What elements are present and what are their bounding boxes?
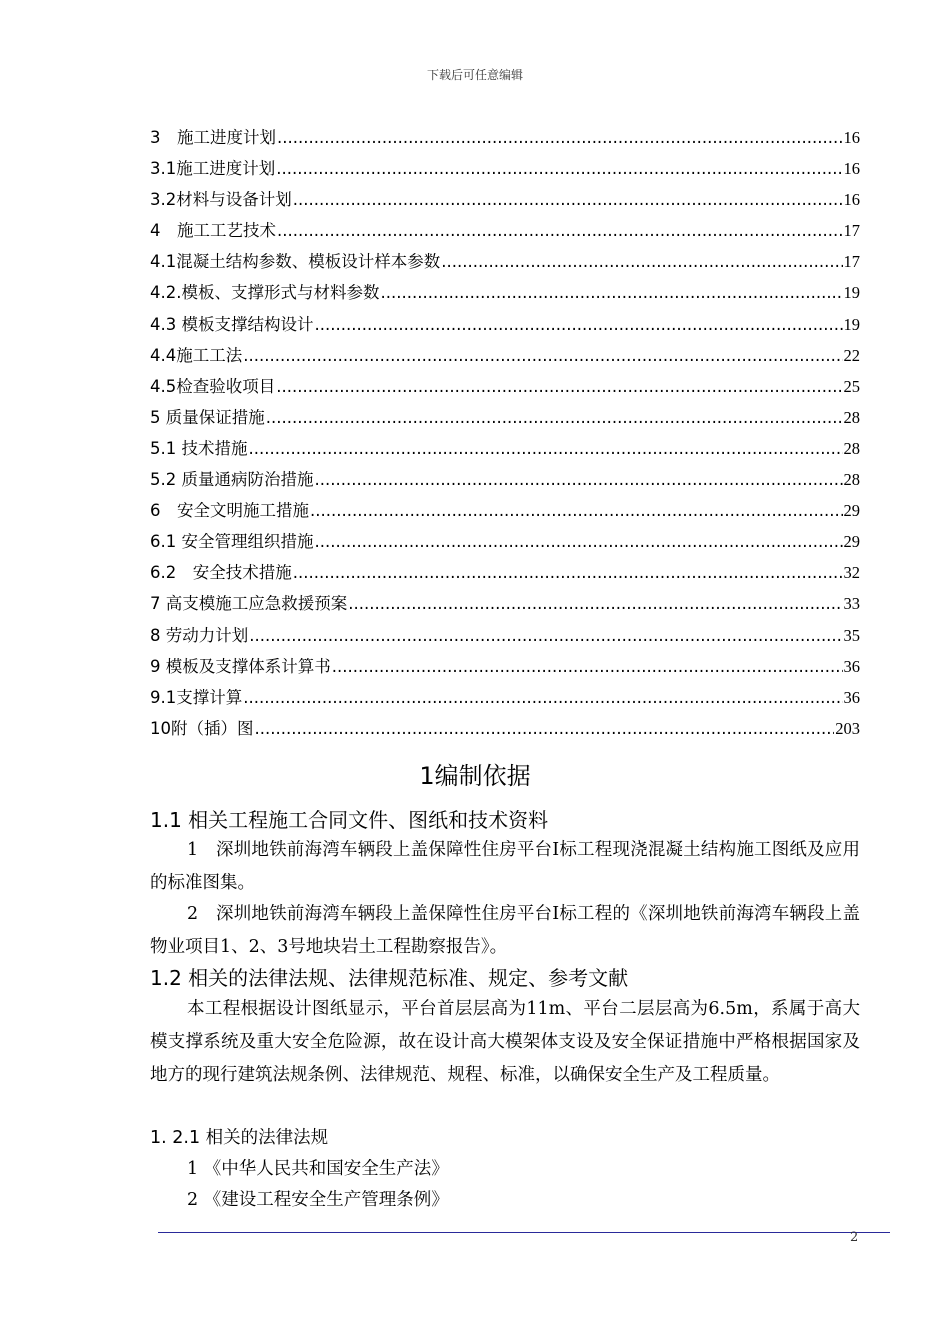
toc-entry-label: 6.1 安全管理组织措施 — [150, 532, 314, 552]
toc-entry-page: 19 — [843, 283, 860, 303]
toc-entry-label: 4.2.模板、支撑形式与材料参数 — [150, 283, 380, 303]
toc-entry[interactable] — [150, 684, 860, 715]
toc-entry-page: 16 — [843, 190, 860, 210]
page-number: 2 — [850, 1230, 859, 1245]
toc-dot-leader — [315, 470, 843, 489]
toc-entry-page: 17 — [843, 252, 860, 272]
toc-entry-page: 16 — [843, 159, 860, 179]
toc-entry-label: 4 施工工艺技术 — [150, 221, 276, 241]
toc-entry-label: 6 安全文明施工措施 — [150, 501, 309, 521]
toc-entry-label: 4.1混凝土结构参数、模板设计样本参数 — [150, 252, 441, 272]
toc-dot-leader — [293, 190, 843, 209]
toc-entry-page: 36 — [843, 687, 860, 707]
toc-entry[interactable] — [150, 311, 860, 342]
toc-dot-leader — [310, 501, 843, 520]
toc-entry[interactable] — [150, 124, 860, 155]
toc-dot-leader — [276, 159, 842, 178]
paragraph-1-1-item-1: 1 深圳地铁前海湾车辆段上盖保障性住房平台Ⅰ标工程现浇混凝土结构施工图纸及应用的标准图集。 — [150, 840, 860, 893]
footer-divider — [158, 1232, 890, 1233]
law-item-2: 2 《建设工程安全生产管理条例》 — [187, 1190, 449, 1210]
toc-dot-leader — [315, 315, 843, 334]
toc-entry[interactable] — [150, 186, 860, 217]
toc-dot-leader — [243, 346, 842, 365]
toc-entry-page: 203 — [835, 718, 860, 738]
toc-entry[interactable] — [150, 404, 860, 435]
toc-entry[interactable] — [150, 590, 860, 621]
toc-entry-label: 4.3 模板支撑结构设计 — [150, 314, 314, 334]
toc-dot-leader — [249, 439, 843, 458]
toc-dot-leader — [276, 377, 842, 396]
law-item-1: 1 《中华人民共和国安全生产法》 — [187, 1159, 449, 1179]
toc-entry-label: 4.5检查验收项目 — [150, 376, 276, 396]
toc-entry[interactable] — [150, 497, 860, 528]
toc-entry-label: 8 劳动力计划 — [150, 625, 249, 645]
subsection-title-1-1: 1.1 相关工程施工合同文件、图纸和技术资料 — [150, 808, 549, 832]
toc-entry-label: 5 质量保证措施 — [150, 407, 265, 427]
toc-entry-page: 36 — [843, 656, 860, 676]
toc-entry-page: 32 — [843, 563, 860, 583]
toc-entry-page: 17 — [843, 221, 860, 241]
paragraph-1-2: 本工程根据设计图纸显示，平台首层层高为11m、平台二层层高为6.5m，系属于高大模支撑系统及重大安全危险源，故在设计高大模架体支设及安全保证措施中严格根据国家及地方的现行建筑法规条例、法律规范、规程、标准，以确保安全生产及工程质量。 — [150, 999, 860, 1085]
toc-entry-label: 6.2 安全技术措施 — [150, 563, 292, 583]
toc-entry[interactable] — [150, 217, 860, 248]
toc-entry-page: 28 — [843, 470, 860, 490]
toc-entry[interactable] — [150, 435, 860, 466]
toc-entry-label: 10附（插）图 — [150, 718, 254, 738]
toc-dot-leader — [332, 657, 843, 676]
toc-entry-page: 19 — [843, 314, 860, 334]
toc-entry-page: 22 — [843, 345, 860, 365]
toc-entry-label: 3 施工进度计划 — [150, 128, 276, 147]
toc-entry-page: 28 — [843, 438, 860, 458]
subsection-title-1-2: 1.2 相关的法律法规、法律规范标准、规定、参考文献 — [150, 966, 629, 990]
toc-dot-leader — [255, 719, 835, 738]
toc-dot-leader — [277, 128, 843, 147]
section-title: 1编制依据 — [419, 762, 531, 790]
toc-entry-page: 35 — [843, 625, 860, 645]
toc-entry[interactable] — [150, 373, 860, 404]
toc-entry-label: 9.1支撑计算 — [150, 687, 243, 707]
toc-dot-leader — [441, 252, 842, 271]
toc-entry-label: 9 模板及支撑体系计算书 — [150, 656, 331, 676]
toc-entry-page: 28 — [843, 407, 860, 427]
toc-entry[interactable] — [150, 342, 860, 373]
toc-dot-leader — [266, 408, 843, 427]
toc-entry-label: 3.2材料与设备计划 — [150, 190, 292, 210]
toc-entry-page: 29 — [843, 532, 860, 552]
toc-entry[interactable] — [150, 279, 860, 310]
toc-entry[interactable] — [150, 559, 860, 590]
toc-entry-page: 29 — [843, 501, 860, 521]
toc-entry-label: 4.4施工工法 — [150, 345, 243, 365]
toc-entry[interactable] — [150, 622, 860, 653]
toc-entry[interactable] — [150, 528, 860, 559]
toc-entry-label: 5.1 技术措施 — [150, 438, 248, 458]
toc-entry[interactable] — [150, 248, 860, 279]
toc-entry[interactable] — [150, 715, 860, 746]
toc-entry[interactable] — [150, 155, 860, 186]
toc-dot-leader — [277, 221, 843, 240]
toc-dot-leader — [293, 563, 843, 582]
toc-entry-page: 25 — [843, 376, 860, 396]
toc-dot-leader — [348, 594, 842, 613]
toc-dot-leader — [243, 688, 842, 707]
subsection-title-1-2-1: 1. 2.1 相关的法律法规 — [150, 1128, 329, 1148]
toc-entry-label: 3.1施工进度计划 — [150, 159, 276, 179]
toc-dot-leader — [315, 532, 843, 551]
toc-entry[interactable] — [150, 653, 860, 684]
toc-dot-leader — [249, 626, 842, 645]
page-header: 下载后可任意编辑 — [426, 68, 523, 82]
toc-dot-leader — [381, 283, 843, 302]
toc-entry-label: 5.2 质量通病防治措施 — [150, 470, 314, 490]
table-of-contents — [150, 124, 860, 746]
toc-entry[interactable] — [150, 466, 860, 497]
toc-entry-page: 33 — [843, 594, 860, 614]
paragraph-1-1-item-2: 2 深圳地铁前海湾车辆段上盖保障性住房平台Ⅰ标工程的《深圳地铁前海湾车辆段上盖物业项目1、2、3号地块岩土工程勘察报告》。 — [150, 904, 860, 957]
toc-entry-page: 16 — [843, 128, 860, 147]
toc-entry-label: 7 高支模施工应急救援预案 — [150, 594, 348, 614]
